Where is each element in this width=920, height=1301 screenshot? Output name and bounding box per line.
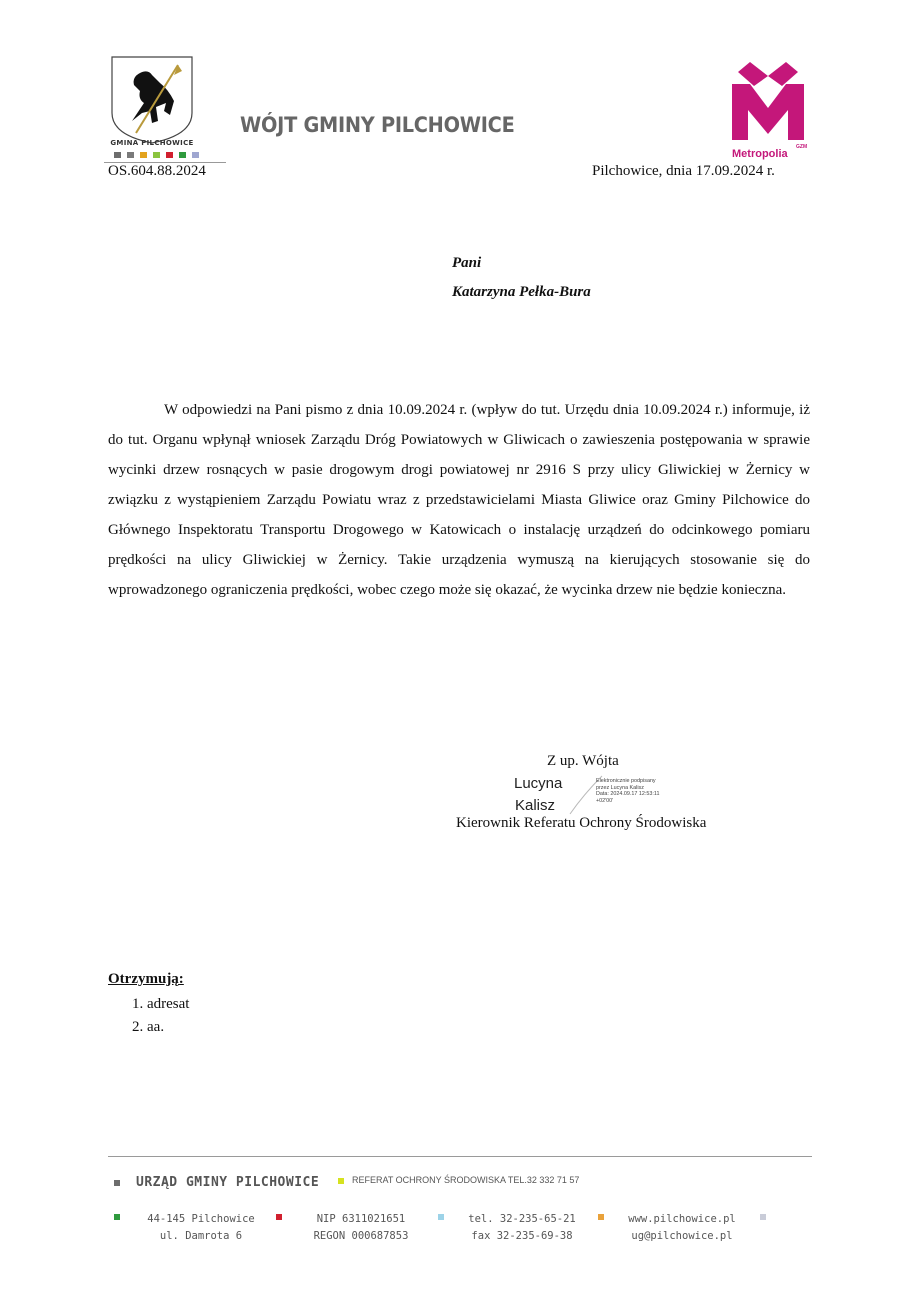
signature-first-name: Lucyna	[514, 775, 563, 792]
gmina-crest-logo	[104, 55, 228, 165]
reference-number: OS.604.88.2024	[108, 163, 206, 179]
crest-square	[153, 152, 160, 158]
footer-marker	[338, 1178, 344, 1184]
footer-marker	[114, 1214, 120, 1220]
footer-rule	[108, 1156, 812, 1157]
footer-address	[140, 1211, 262, 1245]
crest-square	[166, 152, 173, 158]
footer-nip: NIP 6311021651	[316, 1213, 406, 1225]
place-date: Pilchowice, dnia 17.09.2024 r.	[592, 163, 775, 179]
footer-email: ug@pilchowice.pl	[631, 1230, 733, 1242]
letter-body: W odpowiedzi na Pani pismo z dnia 10.09.2024 r. (wpływ do tut. Urzędu dnia 10.09.2024 r.) informuje, iż do tut. Organu wpłynął wniosek Zarządu Dróg Powiatowych w Gliwicach o zawieszenia postępowania w sprawie wycinki drzew rosnących w pasie drogowym drogi powiatowej nr 2916 S przy ulicy Gliwickiej w Żernicy w związku z wystąpieniem Zarządu Powiatu wraz z przedstawicielami Miasta Gliwice oraz Gminy Pilchowice do Głównego Inspektoratu Transportu Drogowego w Katowicach o instalację urządzeń do odcinkowego pomiaru prędkości na ulicy Gliwickiej w Żernicy. Takie urządzenia wymuszą na kierujących stosowanie się do wprowadzonego ograniczenia prędkości, wobec czego może się okazać, że wycinka drzew nie będzie konieczna.	[108, 402, 810, 598]
metropolia-logo	[728, 58, 808, 140]
office-title: WÓJT GMINY PILCHOWICE	[240, 113, 515, 137]
footer-fax: fax 32-235-69-38	[471, 1230, 573, 1242]
crest-square	[140, 152, 147, 158]
footer-web	[618, 1211, 746, 1245]
crest-color-squares	[114, 152, 199, 158]
footer-marker	[760, 1214, 766, 1220]
footer-marker	[276, 1214, 282, 1220]
on-behalf-label: Z up. Wójta	[547, 753, 619, 769]
footer-phones	[458, 1211, 586, 1245]
signature-name	[514, 773, 562, 817]
footer-regon: REGON 000687853	[313, 1230, 409, 1242]
salutation: Pani	[452, 255, 482, 271]
list-item: 2. aa.	[132, 1019, 165, 1035]
footer-phone: tel. 32-235-65-21	[468, 1213, 576, 1225]
footer-marker	[598, 1214, 604, 1220]
footer-marker	[114, 1180, 120, 1186]
footer-address-line: 44-145 Pilchowice	[147, 1213, 255, 1225]
recipients-title: Otrzymują:	[108, 971, 184, 987]
signature-last-name: Kalisz	[515, 797, 556, 814]
crest-square	[114, 152, 121, 158]
footer-website: www.pilchowice.pl	[628, 1213, 736, 1225]
signature-meta-line: przez Lucyna Kalisz	[596, 784, 644, 791]
crest-square	[192, 152, 199, 158]
metropolia-sup: GZM	[796, 144, 808, 150]
signature-metadata	[596, 778, 686, 804]
crest-square	[127, 152, 134, 158]
list-item: 1. adresat	[132, 996, 190, 1012]
signature-meta-line: +02'00'	[596, 797, 614, 804]
footer-ids	[300, 1211, 422, 1245]
footer-marker	[438, 1214, 444, 1220]
crest-label: GMINA PILCHOWICE	[110, 139, 194, 147]
signature-role: Kierownik Referatu Ochrony Środowiska	[456, 815, 707, 831]
crest-square	[179, 152, 186, 158]
footer-address-line: ul. Damrota 6	[159, 1230, 243, 1242]
metropolia-label: Metropolia	[732, 148, 788, 160]
recipients-list	[132, 993, 189, 1039]
footer-office-name: URZĄD GMINY PILCHOWICE	[136, 1175, 320, 1190]
signature-meta-line: Data: 2024.09.17 12:53:11	[596, 791, 660, 797]
footer-department: REFERAT OCHRONY ŚRODOWISKA TEL.32 332 71 57	[352, 1175, 580, 1185]
addressee-name: Katarzyna Pełka-Bura	[452, 284, 591, 300]
signature-meta-line: Elektronicznie podpisany	[596, 778, 656, 784]
